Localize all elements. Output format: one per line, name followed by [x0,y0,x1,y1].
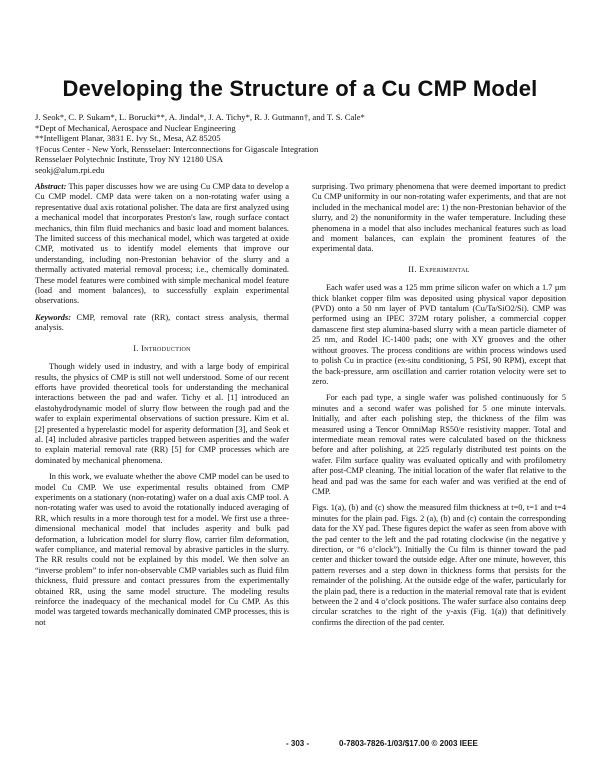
authors-line: J. Seok*, C. P. Sukam*, L. Borucki**, A. Jindal*, J. A. Tichy*, R. J. Gutmann†, and T. S. Cale* [35,112,365,122]
left-column [35,182,289,628]
author-email[interactable]: seokj@alum.rpi.edu [35,164,105,175]
author-block [35,112,575,176]
right-column [312,182,566,628]
experimental-paragraph-3: Figs. 1(a), (b) and (c) show the measured film thickness at t=0, t=1 and t=4 minutes for the plain pad. Figs. 2 (a), (b) and (c) contain the corresponding data for the XY pad. These figures depict the wafer as seen from above with the pad center to the left and the pad rotating clockwise (in the negative y direction, or “6 o’clock”). Initially the Cu film is thinner toward the pad center and thicker toward the outside edge. After one minute, however, this pattern reverses and a step down in thickness forms that persists for the remainder of the polishing. At the outside edge of the wafer, particularly for the plain pad, there is a reduction in the material removal rate that is evident between the 2 and 4 o’clock positions. The wafer surface also contains deep circular scratches to the right of the y-axis (Fig. 1(a)) that definitively confirms the direction of the pad center. [312,503,566,627]
keywords-label: Keywords: [35,312,71,322]
keywords [35,313,289,334]
section-heading-introduction: I. Introduction [133,343,191,353]
intro-paragraph-continued: surprising. Two primary phenomena that were deemed important to predict Cu CMP uniformity in our non-rotating wafer experiments, and that are not included in the mechanical model are: 1) the non-Prestonian behavior of the slurry, and 2) the nonuniformity in the wafer temperature. Including these phenomena in a model that also includes mechanical features such as load and moment balances, can explain the prominent features of the experimental data. [312,182,566,254]
experimental-paragraph-1: Each wafer used was a 125 mm prime silicon wafer on which a 1.7 µm thick blanket copper film was deposited using physical vapor deposition (PVD) onto a 50 nm layer of PVD tantalum (Cu/Ta/SiO2/Si). CMP was performed using an IPEC 372M rotary polisher, a commercial copper damascene first step alumina-based slurry with a mean particle diameter of 25 nm, and Rodel IC-1400 pads; one with XY grooves and the other without grooves. The process conditions are within process windows used to polish Cu in practice (ex-situ conditioning, 5 PSI, 90 RPM), except that the back-pressure, arm oscillation and carrier rotation velocity were set to zero. [312,283,566,386]
intro-paragraph-2: In this work, we evaluate whether the above CMP model can be used to model Cu CMP. We use experimental results obtained from CMP experiments on a stationary (non-rotating) wafer on a dual axis CMP tool. A non-rotating wafer was used to avoid the rotationally induced averaging of RR, which results in a more thorough test for a model. We first use a three-dimensional mechanical model that includes asperity and bulk pad deformation, a lubrication model for slurry flow, carrier film deformation, wafer compliance, and material removal by abrasive particles in the slurry. The RR results could not be explained by this model. We then solve an “inverse problem” to infer non-observable CMP variables such as fluid film thickness, fluid pressure and contact pressures from the experimentally obtained RR, using the same model structure. The modeling results reinforce the inadequacy of the mechanical model for Cu CMP. As this model was targeted towards mechanically dominated CMP processes, this is not [35,472,289,627]
abstract [35,182,289,307]
affiliation-3: †Focus Center - New York, Rensselaer: Interconnections for Gigascale Integration [35,143,319,154]
copyright-notice: 0-7803-7826-1/03/$17.00 © 2003 IEEE [339,739,478,748]
affiliation-1: *Dept of Mechanical, Aerospace and Nuclear Engineering [35,122,236,133]
intro-paragraph-1: Though widely used in industry, and with a large body of empirical results, the physics of CMP is still not well understood. Some of our recent efforts have provided theoretical tools for understanding the mechanical interactions between the pad and wafer. Tichy et al. [1] introduced an elastohydrodynamic model of slurry flow between the rough pad and the wafer to explain experimental observations of suction pressure. Kim et al. [2] presented a hyperelastic model for asperity deformation [3], and Seok et al. [4] included abrasive particles trapped between asperities and the wafer to explain material removal rate (RR) [5] for CMP processes which are dominated by mechanical phenomena. [35,362,289,465]
abstract-text: This paper discusses how we are using Cu CMP data to develop a Cu CMP model. CMP data were taken on a non-rotating wafer using a representative dual axis rotational polisher. The data are first analyzed using a mechanical model that incorporates Preston's law, rough surface contact mechanics, thin film fluid mechanics and basic load and moment balances. The limited success of this mechanical model, which was targeted at oxide CMP, motivated us to identify model elements that improve our understanding, including non-Prestonian behavior of the slurry and a thermally activated material removal process; i.e., chemically dominated. These model features were combined with simple mechanical model feature (load and moment balances), to successfully explain experimental observations. [35,182,289,306]
experimental-paragraph-2: For each pad type, a single wafer was polished continuously for 5 minutes and a second wafer was polished for 5 one minute intervals. Initially, and after each polishing step, the thickness of the film was measured using a Tencor OmniMap RS50/e resistivity mapper. Total and intermediate mean removal rates were calculated based on the thickness before and after polishing, at 225 regularly distributed test points on the wafer. Film surface quality was evaluated optically and with profilometry after post-CMP cleaning. The initial location of the wafer flat relative to the head and pad was the same for each wafer and was verified at the end of CMP. [312,393,566,496]
keywords-text: CMP, removal rate (RR), contact stress analysis, thermal analysis. [35,312,289,333]
abstract-label: Abstract: [35,182,67,191]
affiliation-4: Rensselaer Polytechnic Institute, Troy NY 12180 USA [35,154,224,165]
paper-title: Developing the Structure of a Cu CMP Model [62,76,538,101]
page-number: - 303 - [286,739,310,748]
affiliation-2: **Intelligent Planar, 3831 E. Ivy St., Mesa, AZ 85205 [35,133,221,144]
section-heading-experimental: II. Experimental [408,264,470,274]
